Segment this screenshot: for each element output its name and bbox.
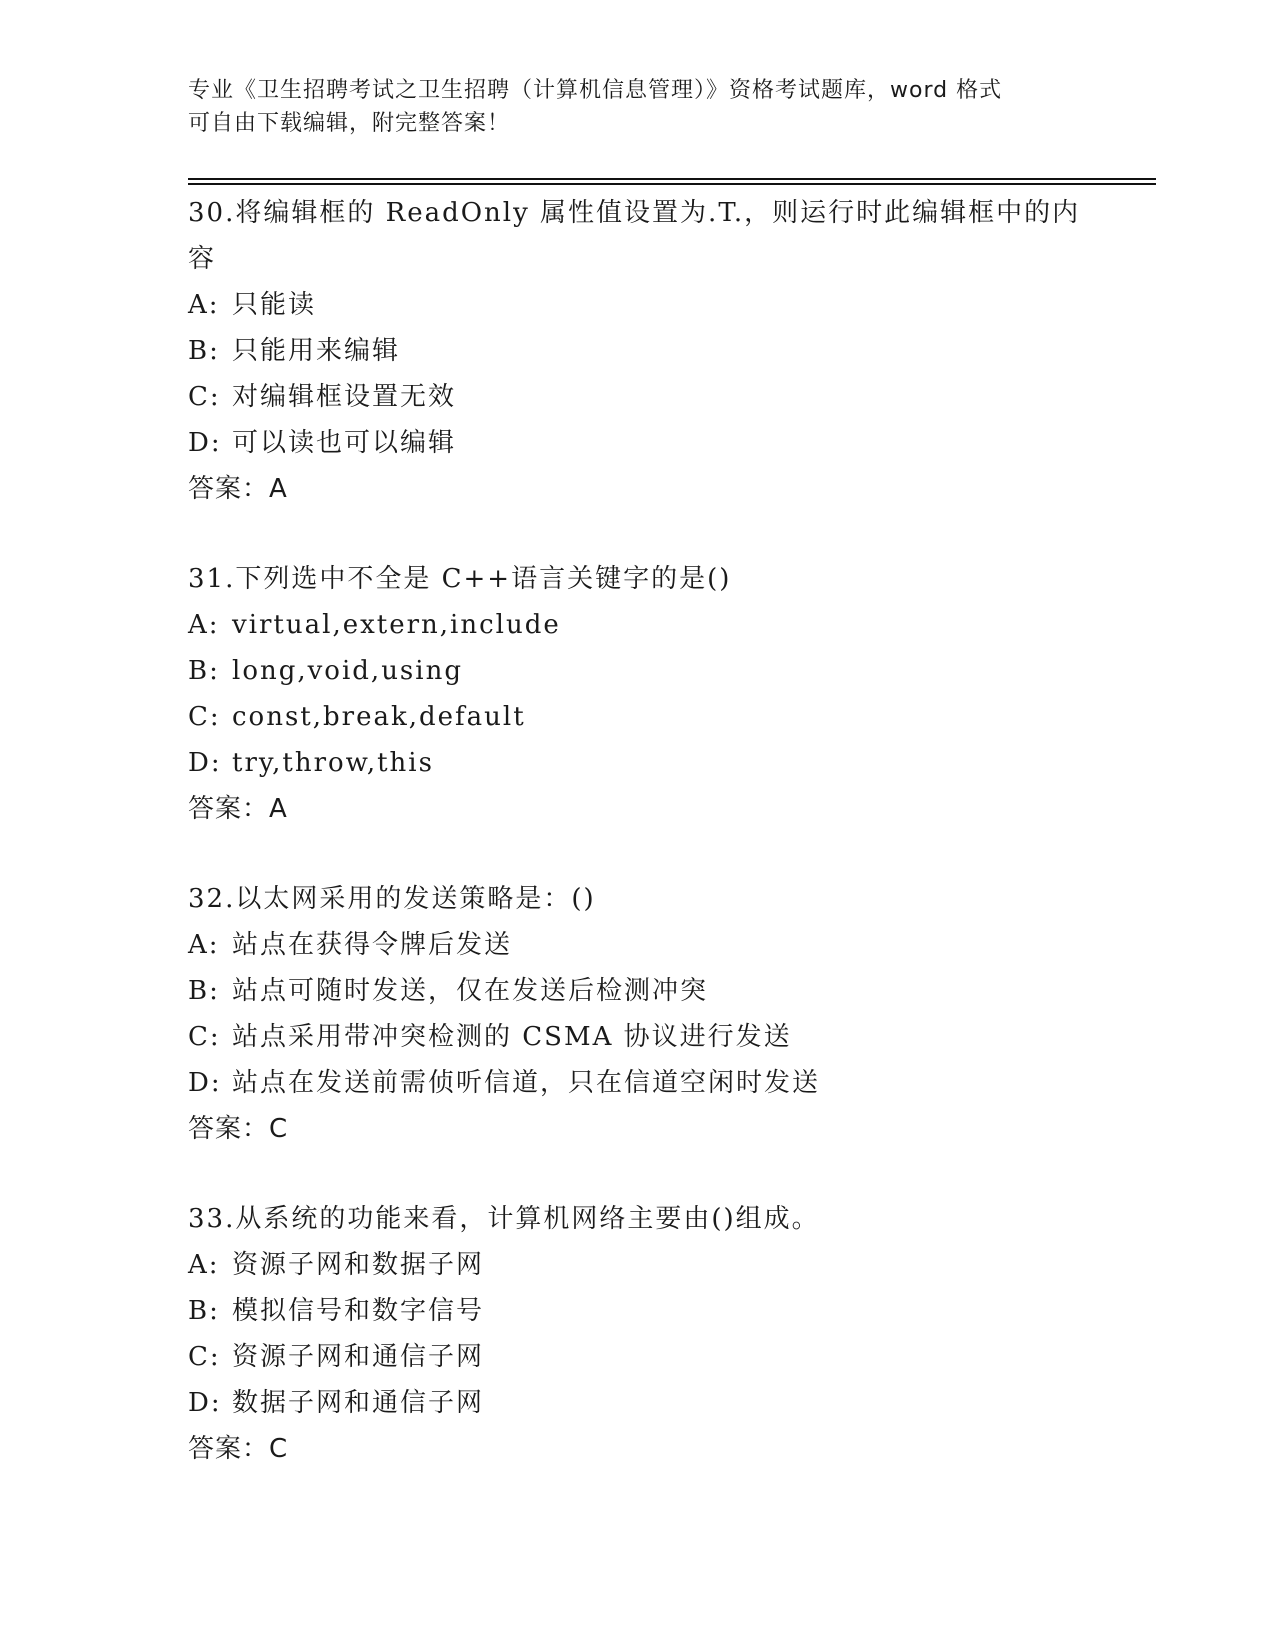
option-b [188, 968, 1088, 1014]
question-stem-continued: 容 [188, 244, 217, 274]
option-c [188, 694, 1088, 740]
option-c [188, 374, 1088, 420]
option-c [188, 1334, 1088, 1380]
option-letter: C: [188, 702, 221, 732]
question-stem: 31.下列选中不全是 C++语言关键字的是() [188, 564, 732, 594]
option-letter: D: [188, 1388, 222, 1418]
option-a [188, 1242, 1088, 1288]
option-letter: B: [188, 336, 220, 366]
option-text: const,break,default [232, 702, 526, 732]
option-c [188, 1014, 1088, 1060]
header-divider-bottom [188, 183, 1156, 185]
option-d [188, 1060, 1088, 1106]
option-b [188, 1288, 1088, 1334]
answer-line: 答案：A [188, 794, 288, 824]
question-stem: 32.以太网采用的发送策略是：() [188, 884, 596, 914]
option-text: 站点可随时发送，仅在发送后检测冲突 [232, 976, 709, 1006]
option-letter: B: [188, 976, 220, 1006]
option-text: 站点在获得令牌后发送 [232, 930, 513, 960]
option-letter: C: [188, 1342, 221, 1372]
option-text: 只能读 [232, 290, 317, 320]
option-letter: B: [188, 1296, 220, 1326]
option-letter: A: [188, 930, 220, 960]
option-letter: C: [188, 382, 221, 412]
question-stem: 33.从系统的功能来看，计算机网络主要由()组成。 [188, 1204, 820, 1234]
answer-line: 答案：C [188, 1114, 289, 1144]
question-list [188, 190, 1088, 1472]
option-letter: C: [188, 1022, 221, 1052]
option-d [188, 1380, 1088, 1426]
answer-line: 答案：C [188, 1434, 289, 1464]
question-stem: 30.将编辑框的 ReadOnly 属性值设置为.T.，则运行时此编辑框中的内 [188, 198, 1081, 228]
option-text: 站点采用带冲突检测的 CSMA 协议进行发送 [232, 1022, 792, 1052]
header-divider-top [188, 178, 1156, 180]
option-a [188, 602, 1088, 648]
option-text: 数据子网和通信子网 [232, 1388, 485, 1418]
document-header [188, 74, 1088, 140]
option-text: 只能用来编辑 [232, 336, 401, 366]
option-b [188, 328, 1088, 374]
option-text: 资源子网和数据子网 [232, 1250, 485, 1280]
option-text: virtual,extern,include [232, 610, 561, 640]
option-a [188, 282, 1088, 328]
question-32 [188, 876, 1088, 1152]
option-letter: A: [188, 610, 220, 640]
option-letter: B: [188, 656, 220, 686]
option-text: 模拟信号和数字信号 [232, 1296, 485, 1326]
header-line-1: 专业《卫生招聘考试之卫生招聘（计算机信息管理）》资格考试题库，word 格式 [188, 78, 1003, 103]
option-text: try,throw,this [232, 748, 434, 778]
answer-line: 答案：A [188, 474, 288, 504]
option-letter: D: [188, 1068, 222, 1098]
option-text: 站点在发送前需侦听信道，只在信道空闲时发送 [232, 1068, 821, 1098]
option-letter: D: [188, 748, 222, 778]
option-text: 对编辑框设置无效 [232, 382, 457, 412]
question-30 [188, 190, 1088, 512]
question-31 [188, 556, 1088, 832]
option-letter: A: [188, 290, 220, 320]
option-letter: D: [188, 428, 222, 458]
option-text: 可以读也可以编辑 [232, 428, 457, 458]
option-d [188, 420, 1088, 466]
option-text: 资源子网和通信子网 [232, 1342, 485, 1372]
header-line-2: 可自由下载编辑，附完整答案！ [188, 111, 511, 136]
option-d [188, 740, 1088, 786]
option-text: long,void,using [232, 656, 463, 686]
question-33 [188, 1196, 1088, 1472]
option-b [188, 648, 1088, 694]
option-letter: A: [188, 1250, 220, 1280]
option-a [188, 922, 1088, 968]
